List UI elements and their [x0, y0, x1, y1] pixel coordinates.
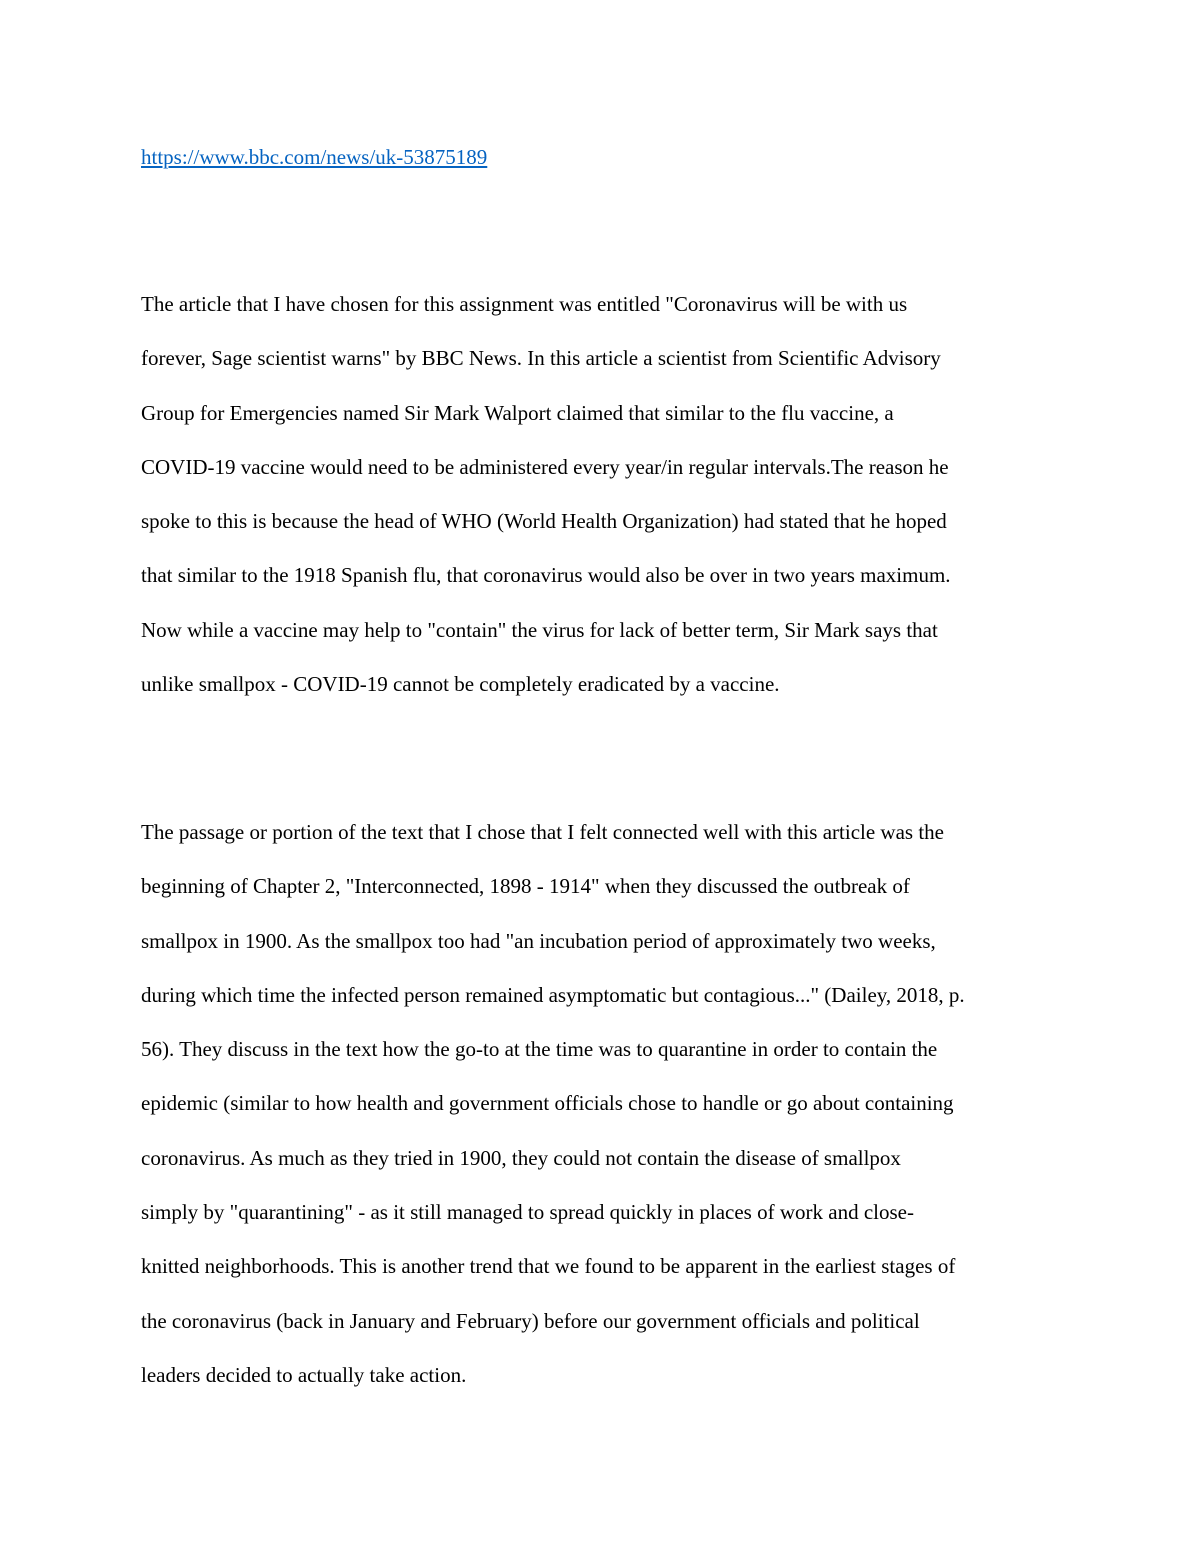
text-line: beginning of Chapter 2, "Interconnected, 1898 - 1914" when they discussed the outbreak of: [141, 874, 910, 899]
text-line: COVID-19 vaccine would need to be administered every year/in regular intervals.The reason he: [141, 454, 949, 479]
text-line: during which time the infected person remained asymptomatic but contagious..." (Dailey, 2018, p.: [141, 982, 965, 1007]
text-line: coronavirus. As much as they tried in 1900, they could not contain the disease of smallpox: [141, 1145, 901, 1170]
paragraph-article-summary: [141, 290, 1061, 724]
text-line: simply by "quarantining" - as it still managed to spread quickly in places of work and close-: [141, 1200, 914, 1225]
text-line: that similar to the 1918 Spanish flu, that coronavirus would also be over in two years maximum.: [141, 563, 951, 588]
text-line: forever, Sage scientist warns" by BBC News. In this article a scientist from Scientific Advisory: [141, 346, 941, 371]
text-line: knitted neighborhoods. This is another trend that we found to be apparent in the earliest stages of: [141, 1254, 956, 1279]
text-line: The passage or portion of the text that I chose that I felt connected well with this article was the: [141, 820, 944, 844]
paragraph-text-connection: [141, 818, 1061, 1415]
text-line: The article that I have chosen for this assignment was entitled "Coronavirus will be with us: [141, 292, 908, 316]
text-line: Now while a vaccine may help to "contain" the virus for lack of better term, Sir Mark says that: [141, 617, 938, 642]
text-line: unlike smallpox - COVID-19 cannot be completely eradicated by a vaccine.: [141, 672, 780, 697]
text-line: leaders decided to actually take action.: [141, 1362, 467, 1387]
source-link[interactable]: https://www.bbc.com/news/uk-53875189: [141, 145, 488, 169]
text-line: Group for Emergencies named Sir Mark Walport claimed that similar to the flu vaccine, a: [141, 400, 894, 425]
text-line: the coronavirus (back in January and February) before our government officials and political: [141, 1308, 920, 1333]
text-line: epidemic (similar to how health and government officials chose to handle or go about containing: [141, 1091, 954, 1116]
text-line: smallpox in 1900. As the smallpox too had "an incubation period of approximately two weeks,: [141, 928, 936, 953]
text-line: spoke to this is because the head of WHO (World Health Organization) had stated that he hoped: [141, 509, 947, 534]
text-line: 56). They discuss in the text how the go-to at the time was to quarantine in order to contain the: [141, 1037, 938, 1062]
